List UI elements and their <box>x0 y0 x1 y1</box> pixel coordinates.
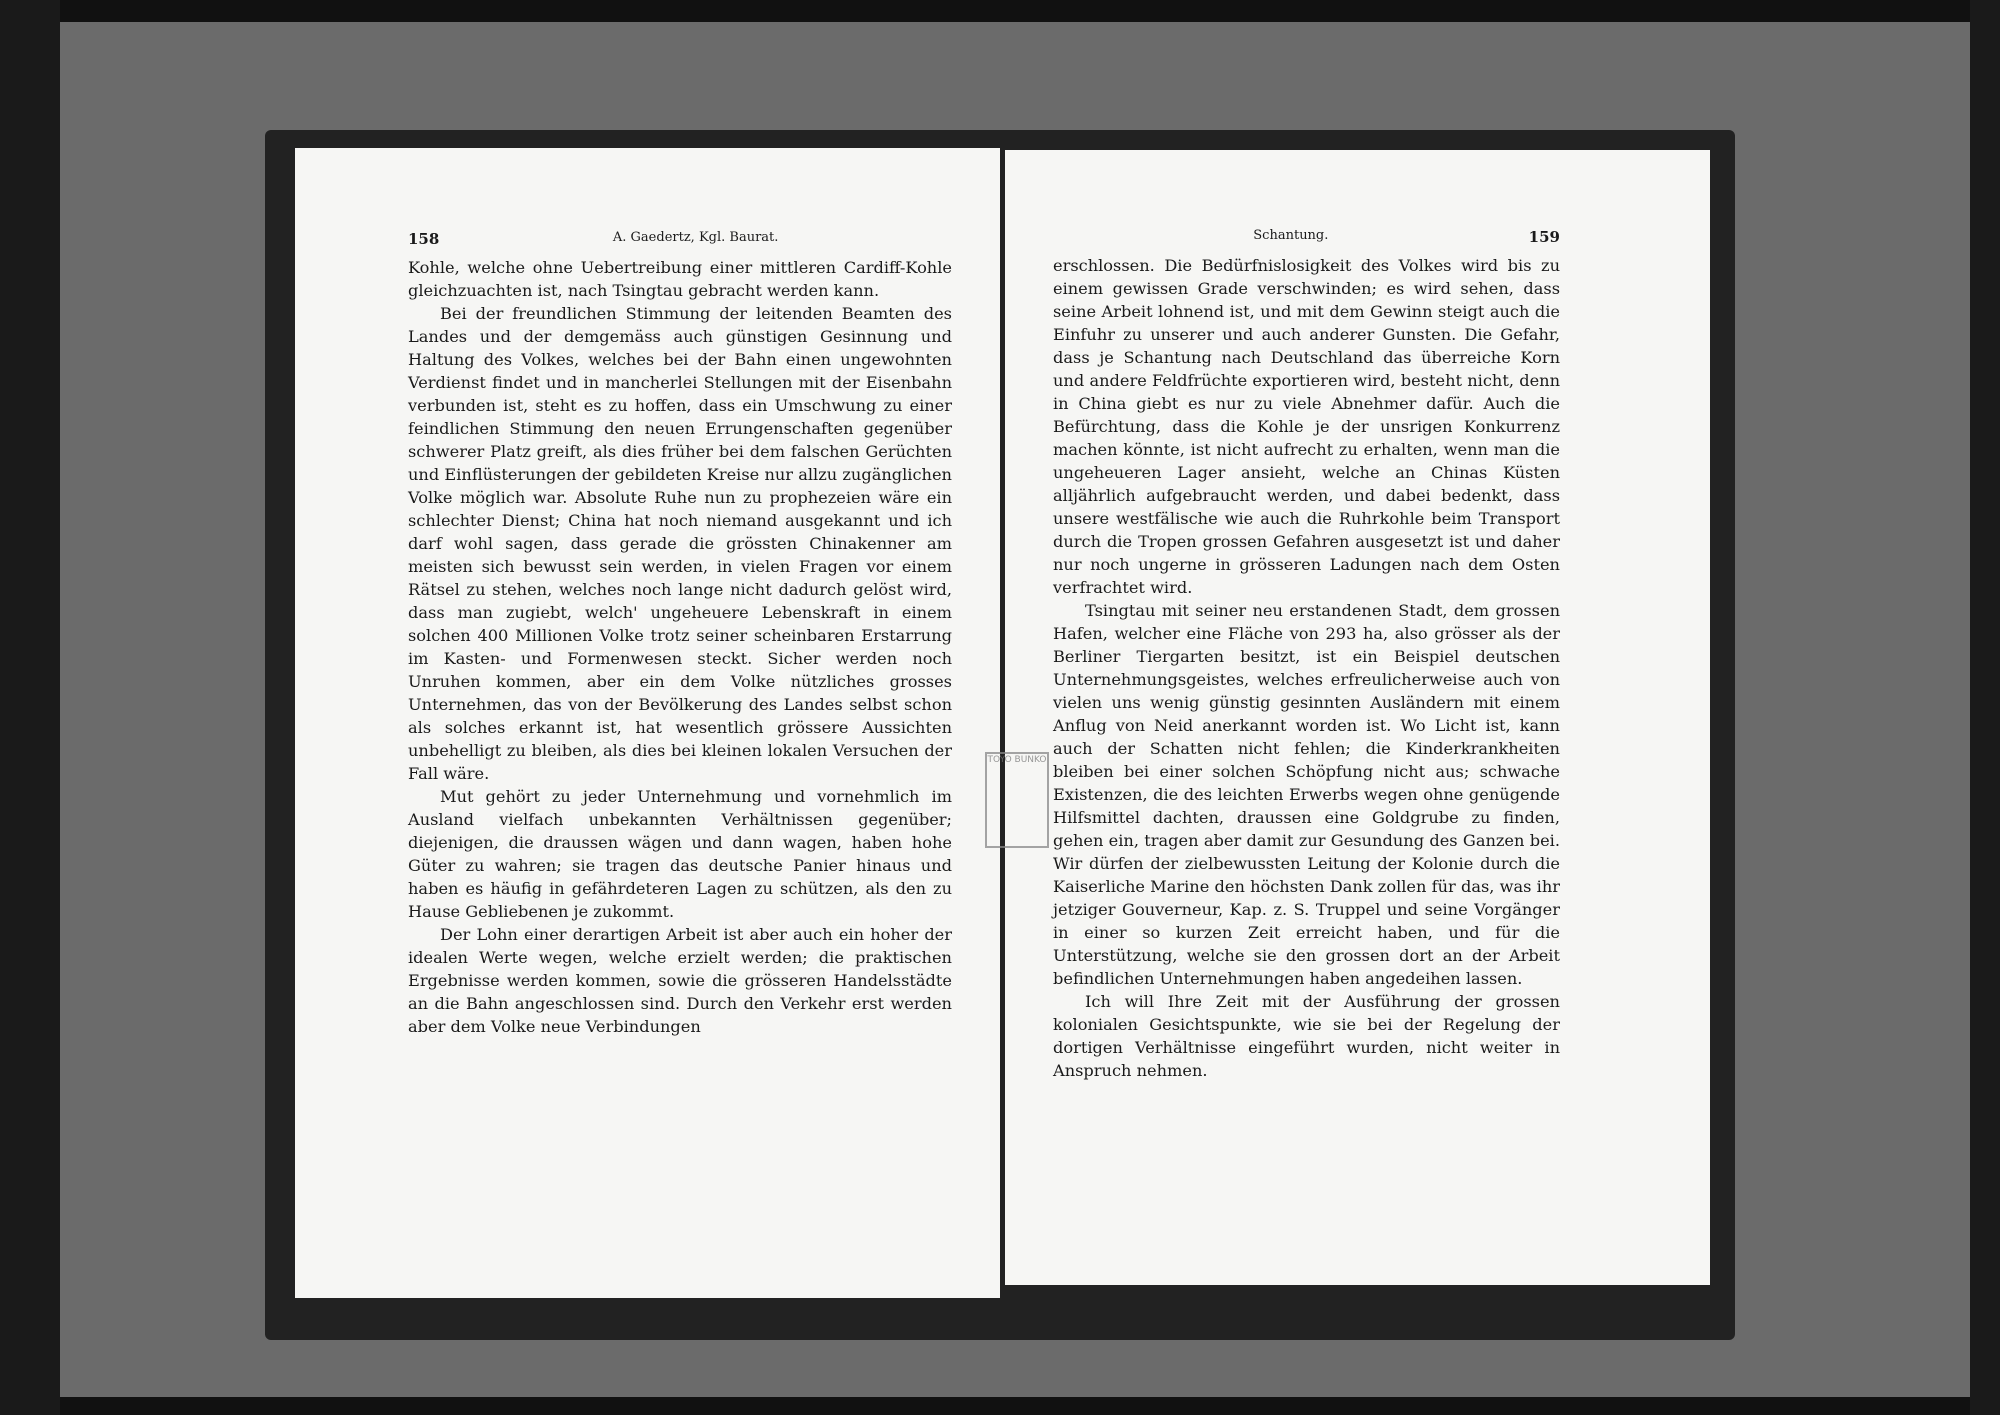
left-page <box>295 148 1000 1298</box>
page-number: 158 <box>408 230 440 248</box>
paragraph: Mut gehört zu jeder Unternehmung und vornehmlich im Ausland vielfach unbekannten Verhältnissen gegenüber; diejenigen, die draussen wägen und dann wagen, haben hohe Güter zu wahren; sie tragen das deutsche Panier hinaus und haben es häufig in gefährdeteren Lagen zu schützen, als den zu Hause Gebliebenen je zukommt. <box>408 787 952 921</box>
paragraph: Der Lohn einer derartigen Arbeit ist aber auch ein hoher der idealen Werte wegen, welche erzielt werden; die praktischen Ergebnisse werden kommen, sowie die grösseren Handelsstädte an die Bahn angeschlossen sind. Durch den Verkehr erst werden aber dem Volke neue Verbindungen <box>408 925 952 1036</box>
page-number: 159 <box>1528 228 1560 246</box>
scan-border-bottom <box>0 1397 2000 1415</box>
scan-border-top <box>0 0 2000 22</box>
paragraph: Bei der freundlichen Stimmung der leitenden Beamten des Landes und der demgemäss auch günstigen Gesinnung und Haltung des Volkes, welches bei der Bahn einen ungewohnten Verdienst findet und in mancherlei Stellungen mit der Eisenbahn verbunden ist, steht es zu hoffen, dass ein Umschwung zu einer feindlichen Stimmung den neuen Errungenschaften gegenüber schwerer Platz greift, als dies früher bei dem falschen Gerüchten und Einflüsterungen der gebildeten Kreise nur allzu zugänglichen Volke möglich war. Absolute Ruhe nun zu prophezeien wäre ein schlechter Dienst; China hat noch niemand ausgekannt und ich darf wohl sagen, dass gerade die grössten Chinakenner am meisten sich bewusst sein werden, in vielen Fragen vor einem Rätsel zu stehen, welches noch lange nicht dadurch gelöst wird, dass man zugiebt, welch' ungeheuere Lebenskraft in einem solchen 400 Millionen Volke trotz seiner scheinbaren Erstarrung im Kasten- und Formenwesen steckt. Sicher werden noch Unruhen kommen, aber ein dem Volke nützliches grosses Unternehmen, das von der Bevölkerung des Landes selbst schon als solches erkannt ist, hat wesentlich grössere Aussichten unbehelligt zu bleiben, als dies bei kleinen lokalen Versuchen der Fall wäre. <box>408 304 952 783</box>
running-title: A. Gaedertz, Kgl. Baurat. <box>612 230 779 245</box>
paragraph: Kohle, welche ohne Uebertreibung einer mittleren Cardiff-Kohle gleichzuachten ist, nach Tsingtau gebracht werden kann. <box>408 258 952 300</box>
left-header <box>408 230 952 248</box>
paragraph: Tsingtau mit seiner neu erstandenen Stadt, dem grossen Hafen, welcher eine Fläche von 293 ha, also grösser als der Berliner Tiergarten besitzt, ist ein Beispiel deutschen Unternehmungsgeistes, welches erfreulicherweise auch von vielen uns wenig günstig gesinnten Ausländern mit einem Anflug von Neid anerkannt worden ist. Wo Licht ist, kann auch der Schatten nicht fehlen; die Kinderkrankheiten bleiben bei einer solchen Schöpfung nicht aus; schwache Existenzen, die des leichten Erwerbs wegen ohne genügende Hilfsmittel dachten, draussen eine Goldgrube zu finden, gehen ein, tragen aber damit zur Gesundung des Ganzen bei. Wir dürfen der zielbewussten Leitung der Kolonie durch die Kaiserliche Marine den höchsten Dank zollen für das, was ihr jetziger Gouverneur, Kap. z. S. Truppel und seine Vorgänger in einer so kurzen Zeit erreicht haben, und für die Unterstützung, welche sie den grossen dort an der Arbeit befindlichen Unternehmungen haben angedeihen lassen. <box>1053 601 1560 988</box>
scan-border-left <box>0 0 60 1415</box>
running-title: Schantung. <box>1253 228 1329 243</box>
paragraph: Ich will Ihre Zeit mit der Ausführung der grossen kolonialen Gesichtspunkte, wie sie bei der Regelung der dortigen Verhältnisse eingeführt wurden, nicht weiter in Anspruch nehmen. <box>1053 992 1560 1080</box>
library-stamp: TOYO BUNKO <box>985 752 1049 848</box>
scan-border-right <box>1970 0 2000 1415</box>
paragraph: erschlossen. Die Bedürfnislosigkeit des Volkes wird bis zu einem gewissen Grade verschwinden; es wird sehen, dass seine Arbeit lohnend ist, und mit dem Gewinn steigt auch die Einfuhr zu unserer und auch anderer Gunsten. Die Gefahr, dass je Schantung nach Deutschland das überreiche Korn und andere Feldfrüchte exportieren wird, besteht nicht, denn in China giebt es nur zu viele Abnehmer dafür. Auch die Befürchtung, dass die Kohle je der unsrigen Konkurrenz machen könnte, ist nicht aufrecht zu erhalten, wenn man die ungeheueren Lager ansieht, welche an Chinas Küsten alljährlich aufgebraucht werden, und dabei bedenkt, dass unsere westfälische wie auch die Ruhrkohle beim Transport durch die Tropen grossen Gefahren ausgesetzt ist und daher nur noch ungerne in grösseren Ladungen nach dem Osten verfrachtet wird. <box>1053 256 1560 597</box>
right-page <box>1005 150 1710 1285</box>
right-header <box>1053 228 1560 246</box>
